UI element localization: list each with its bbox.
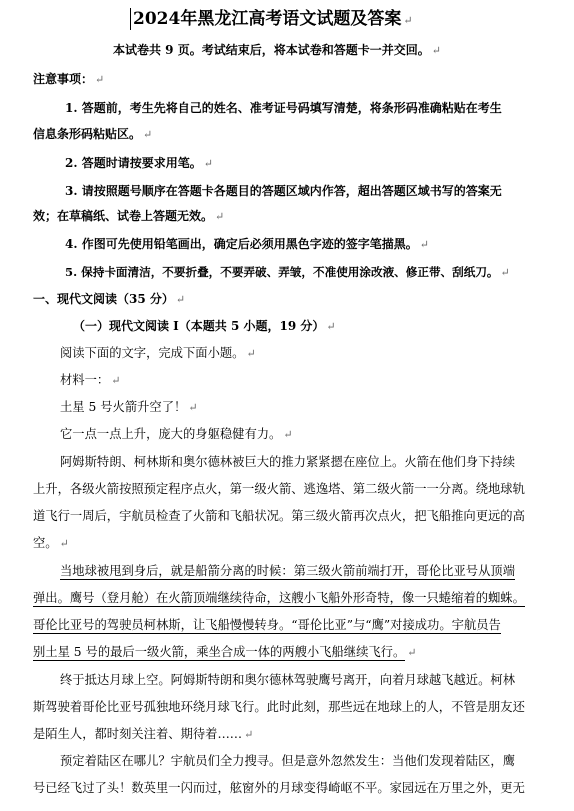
paragraph-line: 预定着陆区在哪儿？宇航员们全力搜寻。但是意外忽然发生：当他们发现着陆区，鹰: [60, 754, 515, 768]
paragraph-mark-icon: ↵: [59, 537, 69, 550]
paragraph-mark-icon: ↵: [326, 320, 336, 333]
paragraph-mark-icon: ↵: [246, 347, 256, 360]
paragraph-line: 上升，各级火箭按照预定程序点火，第一级火箭、逃逸塔、第二级火箭一一分离。绕地球轨: [33, 482, 525, 496]
underlined-line: 弹出。鹰号（登月舱）在火箭顶端继续待命，这艘小飞船外形奇特，像一只蜷缩着的蜘蛛。: [33, 591, 525, 605]
notice-item: 3. 请按照题号顺序在答题卡各题目的答题区域内作答，超出答题区域书写的答案无: [65, 184, 502, 198]
paragraph-line: 斯驾驶着哥伦比亚号孤独地环绕月球飞行。此时此刻，那些远在地球上的人，不管是朋友还: [33, 700, 525, 714]
paragraph-line: 号已经飞过了头！数英里一闪而过，舷窗外的月球变得崎岖不平。家园远在万里之外，更无: [33, 781, 525, 795]
paragraph-line: 终于抵达月球上空。阿姆斯特朗和奥尔德林驾驶鹰号离开，向着月球越飞越近。柯林: [60, 673, 515, 687]
paragraph-line: 它一点一点上升，庞大的身躯稳健有力。 ↵: [60, 427, 293, 441]
paragraph-mark-icon: ↵: [143, 128, 153, 141]
paragraph-mark-icon: ↵: [203, 157, 213, 170]
paragraph-mark-icon: ↵: [283, 428, 293, 441]
subsection-heading: （一）现代文阅读 I（本题共 5 小题，19 分） ↵: [73, 319, 336, 333]
paragraph-mark-icon: ↵: [407, 646, 417, 659]
paragraph-mark-icon: ↵: [244, 728, 254, 741]
paragraph-line: 土星 5 号火箭升空了！ ↵: [60, 400, 198, 414]
paragraph-mark-icon: ↵: [95, 73, 105, 86]
instruction-text: 阅读下面的文字，完成下面小题。 ↵: [60, 346, 256, 360]
paragraph-mark-icon: ↵: [431, 44, 441, 57]
notice-item-cont: 信息条形码粘贴区。 ↵: [33, 127, 153, 141]
underlined-line: 哥伦比亚号的驾驶员柯林斯，让飞船慢慢转身。“哥伦比亚”与“鹰”对接成功。宇航员告: [33, 618, 501, 632]
paragraph-line: 道飞行一周后，宇航员检查了火箭和飞船状况。第三级火箭再次点火，把飞船推向更远的高: [33, 509, 525, 523]
underlined-line: 当地球被甩到身后，就是船箭分离的时候：第三级火箭前端打开，哥伦比亚号从顶端: [60, 564, 515, 578]
paragraph-line: 是陌生人，都时刻关注着、期待着…… ↵: [33, 727, 254, 741]
doc-title: 2024年黑龙江高考语文试题及答案 ↵: [133, 9, 413, 29]
paragraph-line: 空。 ↵: [33, 536, 69, 550]
paragraph-mark-icon: ↵: [403, 14, 413, 27]
paragraph-mark-icon: ↵: [215, 210, 225, 223]
notice-item-cont: 效；在草稿纸、试卷上答题无效。 ↵: [33, 209, 225, 223]
notice-item: 1. 答题前，考生先将自己的姓名、准考证号码填写清楚，将条形码准确粘贴在考生: [65, 101, 502, 115]
paragraph-mark-icon: ↵: [188, 401, 198, 414]
paragraph-mark-icon: ↵: [419, 238, 429, 251]
notice-heading: 注意事项： ↵: [33, 72, 105, 86]
doc-subtitle: 本试卷共 9 页。考试结束后，将本试卷和答题卡一并交回。 ↵: [113, 43, 441, 57]
notice-item: 5. 保持卡面清洁，不要折叠，不要弄破、弄皱，不准使用涂改液、修正带、刮纸刀。 ↵: [65, 265, 510, 279]
underlined-line: 别土星 5 号的最后一级火箭，乘坐合成一体的两艘小飞船继续飞行。 ↵: [33, 645, 417, 659]
paragraph-line: 阿姆斯特朗、柯林斯和奥尔德林被巨大的推力紧紧摁在座位上。火箭在他们身下持续: [60, 455, 515, 469]
material-label: 材料一： ↵: [60, 373, 121, 387]
paragraph-mark-icon: ↵: [500, 266, 510, 279]
section-heading: 一、现代文阅读（35 分） ↵: [33, 292, 186, 306]
text-cursor: [130, 8, 131, 30]
paragraph-mark-icon: ↵: [175, 293, 186, 306]
paragraph-mark-icon: ↵: [111, 374, 121, 387]
notice-item: 4. 作图可先使用铅笔画出，确定后必须用黑色字迹的签字笔描黑。 ↵: [65, 237, 429, 251]
notice-item: 2. 答题时请按要求用笔。 ↵: [65, 156, 213, 170]
